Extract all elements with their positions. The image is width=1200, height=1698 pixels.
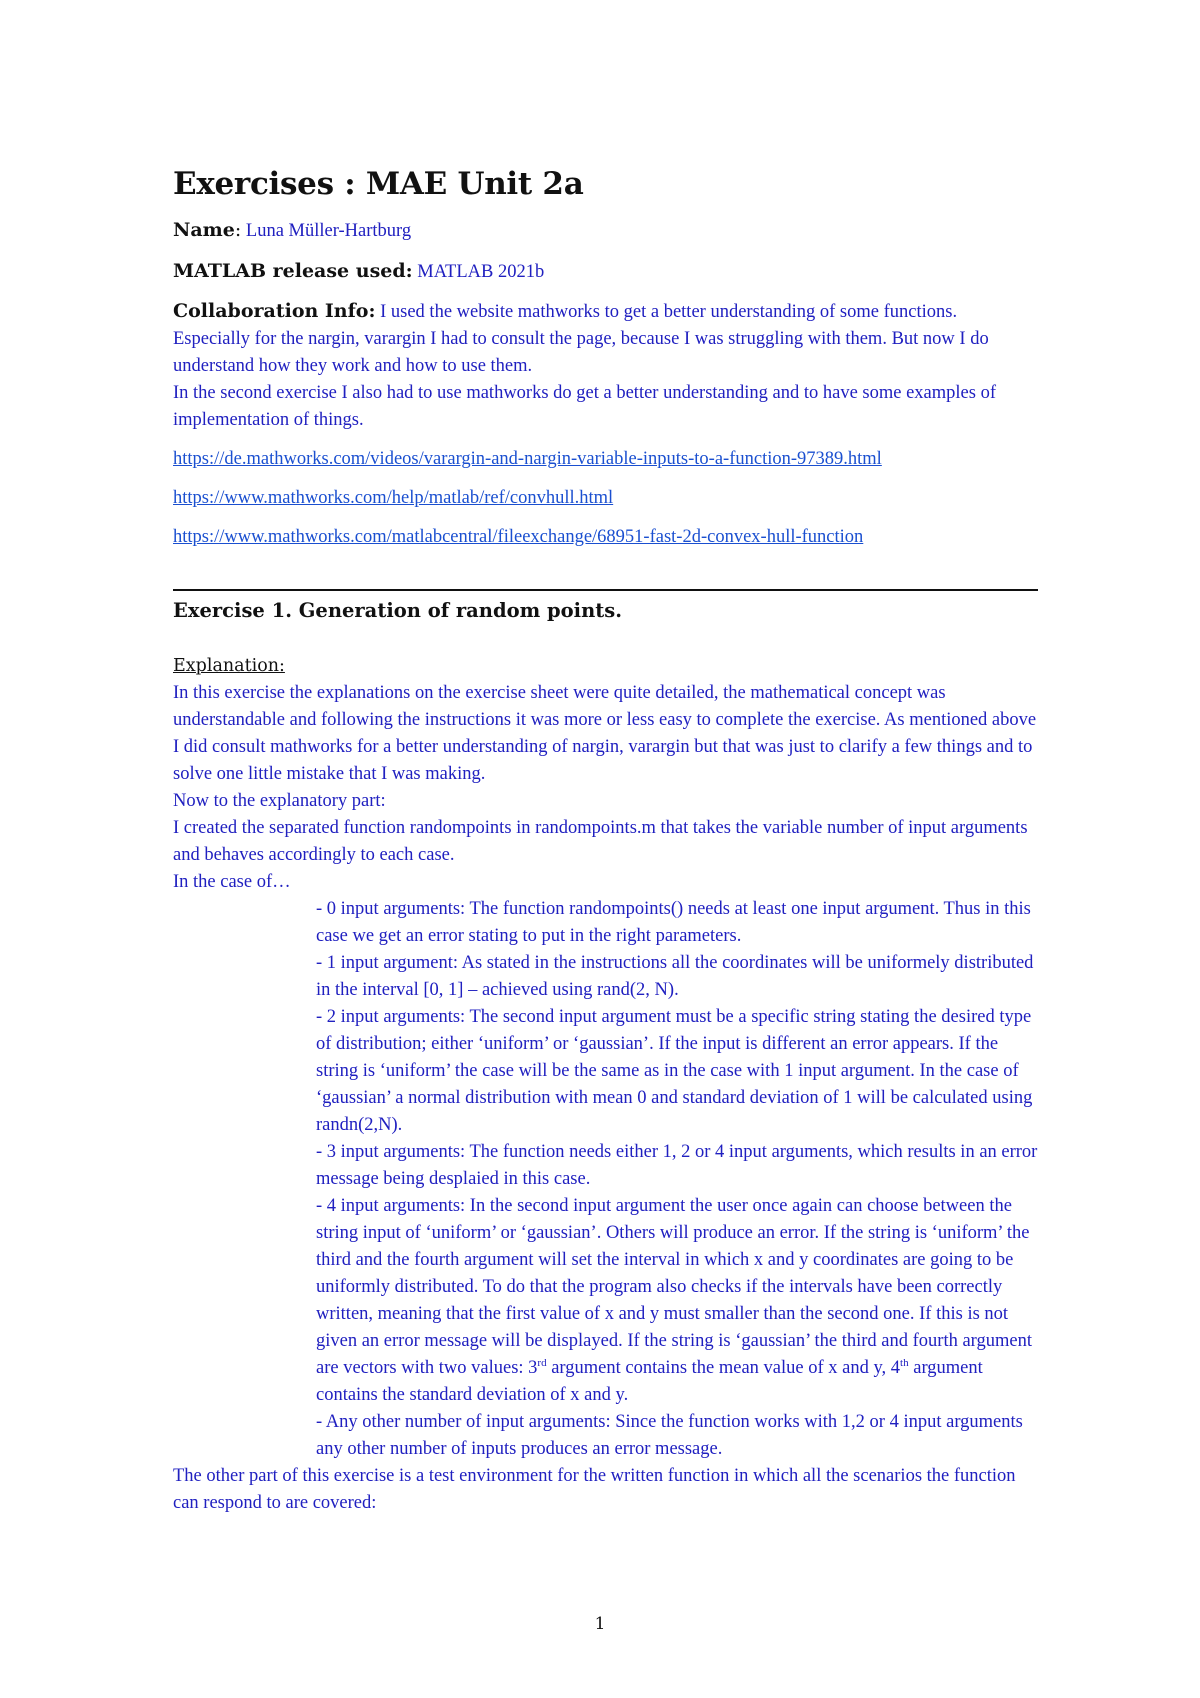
collaboration-paragraph — [173, 298, 1038, 380]
explanation-paragraph-4: In the case of… — [173, 872, 291, 892]
release-label: MATLAB release used: — [173, 260, 413, 282]
case-3-args: - 3 input arguments: The function needs either 1, 2 or 4 input arguments, which results in an error message being desplaied in this case. — [316, 1142, 1038, 1189]
name-label: Name — [173, 219, 235, 241]
case-other-args: - Any other number of input arguments: Since the function works with 1,2 or 4 input arguments any other number of inputs produces an error message. — [316, 1412, 1023, 1459]
case-4-text-a: - 4 input arguments: In the second input argument the user once again can choose between the string input of ‘uniform’ or ‘gaussian’. Others will produce an error. If the string is ‘uniform’ the third and the fourth argument will set the interval in which x and y coordinates are going to be uniformly distributed. To do that the program also checks if the intervals have been correctly written, meaning that the first value of x and y must smaller than the second one. If this is not given an error message will be displayed. If the string is ‘gaussian’ the third and fourth argument are vectors with two values: 3 — [316, 1196, 1032, 1378]
name-value: Luna Müller-Hartburg — [241, 221, 412, 241]
link-fast-convex-hull[interactable]: https://www.mathworks.com/matlabcentral/fileexchange/68951-fast-2d-convex-hull-function — [173, 527, 864, 547]
case-4-text-c: argument contains the standard deviation of x and y. — [316, 1358, 983, 1405]
document-title: Exercises : MAE Unit 2a — [173, 166, 584, 202]
input-cases-list — [316, 896, 1038, 1463]
name-line — [173, 216, 1038, 245]
collaboration-section — [173, 298, 1038, 434]
explanation-label: Explanation: — [173, 656, 285, 676]
case-4-sup-rd: rd — [537, 1356, 547, 1369]
collaboration-text-2: In the second exercise I also had to use mathworks do get a better understanding and to have some examples of implementation of things. — [173, 383, 996, 430]
collaboration-text-1: I used the website mathworks to get a better understanding of some functions. Especially for the nargin, varargin I had to consult the page, because I was struggling with them. But now I do understand how they work and how to use them. — [173, 302, 989, 376]
page-content — [173, 166, 1038, 1517]
section-divider — [173, 589, 1038, 591]
release-line — [173, 257, 1038, 286]
link-convhull-doc[interactable]: https://www.mathworks.com/help/matlab/ref/convhull.html — [173, 488, 614, 508]
link-varargin-video[interactable]: https://de.mathworks.com/videos/varargin-and-nargin-variable-inputs-to-a-function-97389.html — [173, 449, 882, 469]
case-2-args: - 2 input arguments: The second input argument must be a specific string stating the desired type of distribution; either ‘uniform’ or ‘gaussian’. If the input is different an error appears. If the string is ‘uniform’ the case will be the same as in the case with 1 input argument. In the case of ‘gaussian’ a normal distribution with mean 0 and standard deviation of 1 will be calculated using randn(2,N). — [316, 1007, 1033, 1135]
collaboration-label: Collaboration Info: — [173, 300, 376, 322]
case-4-text-b: argument contains the mean value of x and y, 4 — [546, 1358, 901, 1378]
case-0-args: - 0 input arguments: The function randompoints() needs at least one input argument. Thus in this case we get an error stating to put in the right parameters. — [316, 899, 1031, 946]
page-number: 1 — [594, 1614, 606, 1634]
explanation-paragraph-1: In this exercise the explanations on the exercise sheet were quite detailed, the mathematical concept was understandable and following the instructions it was more or less easy to complete the exercise. As mentioned above I did consult mathworks for a better understanding of nargin, varargin but that was just to clarify a few things and to solve one little mistake that I was making. — [173, 683, 1037, 784]
explanation-paragraph-2: Now to the explanatory part: — [173, 791, 386, 811]
case-1-arg: - 1 input argument: As stated in the instructions all the coordinates will be uniformely distributed in the interval [0, 1] – achieved using rand(2, N). — [316, 953, 1034, 1000]
explanation-paragraph-3: I created the separated function randompoints in randompoints.m that takes the variable number of input arguments and behaves accordingly to each case. — [173, 818, 1028, 865]
name-separator: : — [234, 219, 242, 241]
case-4-sup-th: th — [900, 1356, 909, 1369]
explanation-paragraph-5: The other part of this exercise is a test environment for the written function in which all the scenarios the function can respond to are covered: — [173, 1466, 1016, 1513]
exercise-1-title: Exercise 1. Generation of random points. — [173, 599, 623, 622]
release-value: MATLAB 2021b — [412, 262, 545, 282]
case-4-args — [316, 1193, 1038, 1409]
